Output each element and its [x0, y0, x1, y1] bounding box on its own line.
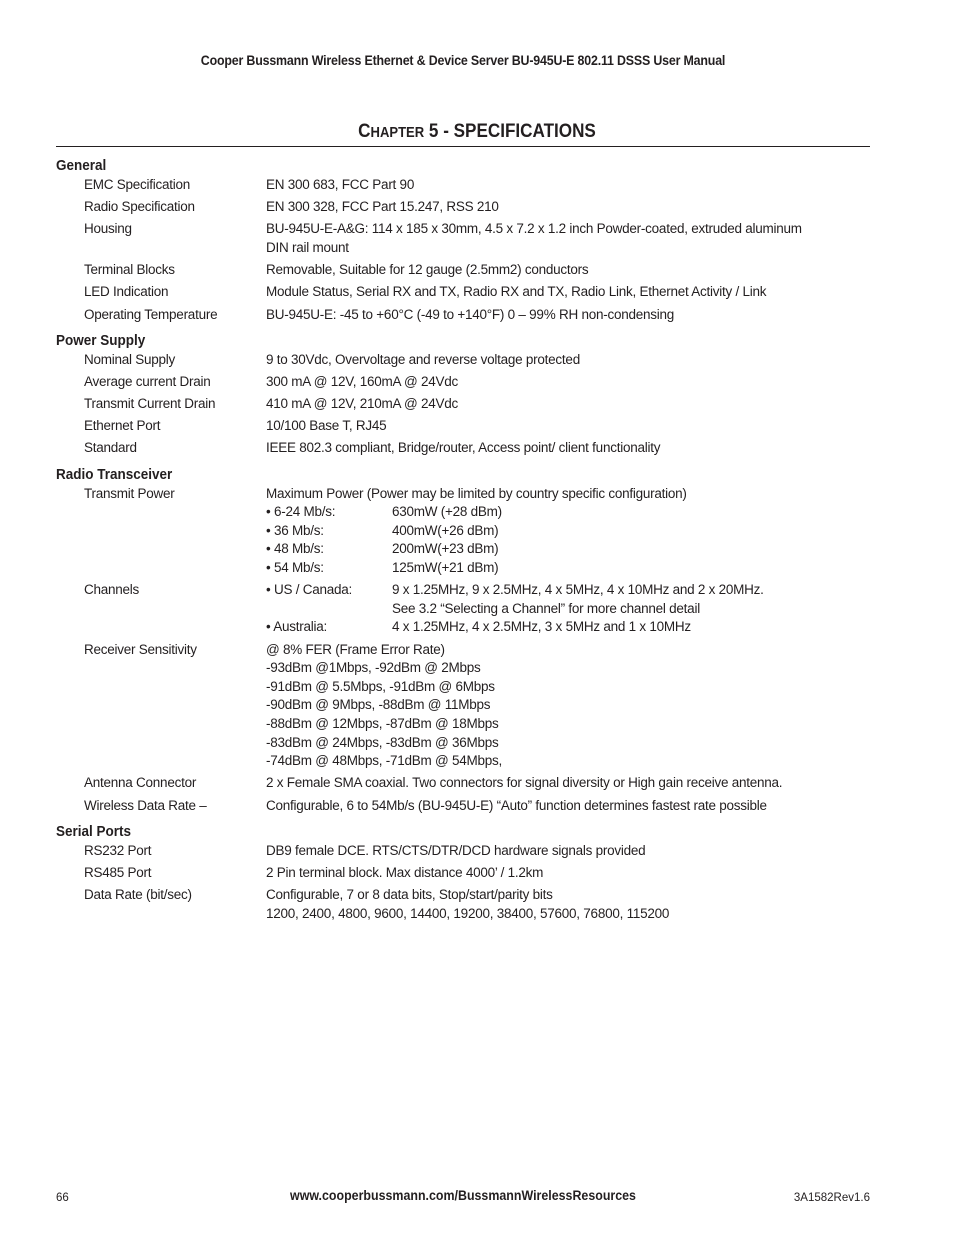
spec-label: Standard [84, 440, 137, 456]
spec-value-line: -90dBm @ 9Mbps, -88dBm @ 11Mbps [266, 697, 491, 713]
section-title: Radio Transceiver [56, 465, 173, 483]
spec-bullet [266, 559, 856, 578]
spec-value [266, 283, 856, 302]
spec-row [56, 886, 856, 927]
spec-bullet-value: 9 x 1.25MHz, 9 x 2.5MHz, 4 x 5MHz, 4 x 10MHz and 2 x 20MHz. [392, 582, 764, 598]
spec-label: Channels [84, 582, 140, 598]
spec-value [266, 351, 856, 370]
spec-bullet-value: 630mW (+28 dBm) [392, 504, 502, 520]
spec-row [56, 176, 856, 198]
spec-bullet-value: See 3.2 “Selecting a Channel” for more channel detail [392, 600, 700, 616]
spec-row [56, 220, 856, 261]
spec-label: Antenna Connector [84, 775, 197, 791]
spec-row [56, 774, 856, 796]
spec-value-line: Configurable, 6 to 54Mb/s (BU-945U-E) “Auto” function determines fastest rate possible [266, 797, 767, 813]
spec-row [56, 485, 856, 582]
spec-row [56, 198, 856, 220]
spec-value [266, 306, 856, 325]
spec-bullet-key: • US / Canada: [266, 582, 353, 598]
spec-value-line: 300 mA @ 12V, 160mA @ 24Vdc [266, 373, 459, 389]
spec-label: Operating Temperature [84, 306, 218, 322]
spec-bullet [266, 503, 856, 522]
spec-row [56, 373, 856, 395]
spec-label: Nominal Supply [84, 351, 176, 367]
spec-bullet [266, 581, 856, 600]
spec-value [266, 198, 856, 217]
spec-row [56, 261, 856, 283]
spec-label: EMC Specification [84, 177, 191, 192]
spec-value-line: Maximum Power (Power may be limited by country specific configuration) [266, 485, 687, 501]
spec-value-line: 10/100 Base T, RJ45 [266, 418, 387, 434]
spec-value [266, 373, 856, 392]
spec-value-line: Module Status, Serial RX and TX, Radio RX and TX, Radio Link, Ethernet Activity / Link [266, 284, 767, 300]
spec-row [56, 395, 856, 417]
spec-bullet-key: • 48 Mb/s: [266, 541, 324, 557]
spec-row [56, 581, 856, 640]
spec-value [266, 864, 856, 883]
spec-label: Transmit Current Drain [84, 396, 216, 412]
document-id: 3A1582Rev1.6 [793, 1192, 870, 1204]
spec-bullet-key [266, 600, 392, 619]
spec-value-line: Configurable, 7 or 8 data bits, Stop/start/parity bits [266, 887, 553, 903]
spec-row [56, 283, 856, 305]
spec-bullet-key: • 36 Mb/s: [266, 522, 324, 538]
spec-value-line: IEEE 802.3 compliant, Bridge/router, Access point/ client functionality [266, 440, 661, 456]
spec-value [266, 220, 856, 257]
spec-bullet-key: • 54 Mb/s: [266, 560, 324, 576]
spec-label: Transmit Power [84, 485, 175, 501]
page-header: Cooper Bussmann Wireless Ethernet & Device Server BU-945U-E 802.11 DSSS User Manual [200, 53, 726, 68]
spec-label: Data Rate (bit/sec) [84, 887, 192, 903]
spec-row [56, 417, 856, 439]
spec-label: RS485 Port [84, 864, 152, 880]
spec-row [56, 351, 856, 373]
spec-label: Terminal Blocks [84, 262, 175, 278]
spec-label: Ethernet Port [84, 418, 161, 434]
spec-label: RS232 Port [84, 842, 152, 858]
spec-value-line: 410 mA @ 12V, 210mA @ 24Vdc [266, 396, 459, 412]
spec-label: Wireless Data Rate – [84, 797, 207, 813]
spec-label: Radio Specification [84, 199, 195, 215]
spec-row [56, 439, 856, 461]
spec-value [266, 842, 856, 861]
spec-value [266, 176, 856, 195]
spec-value [266, 261, 856, 280]
spec-value-line: 1200, 2400, 4800, 9600, 14400, 19200, 38400, 57600, 76800, 115200 [266, 905, 670, 921]
chapter-word: HAPTER [370, 125, 425, 141]
spec-value [266, 774, 856, 793]
spec-bullet [266, 618, 856, 637]
spec-value-line: 9 to 30Vdc, Overvoltage and reverse voltage protected [266, 351, 580, 367]
spec-bullet [266, 600, 856, 619]
spec-row [56, 641, 856, 775]
section-title: General [56, 157, 107, 174]
spec-label: Average current Drain [84, 373, 211, 389]
spec-bullet-value: 125mW(+21 dBm) [392, 560, 499, 576]
spec-bullet-value: 4 x 1.25MHz, 4 x 2.5MHz, 3 x 5MHz and 1 x 10MHz [392, 619, 691, 635]
spec-value-line: BU-945U-E-A&G: 114 x 185 x 30mm, 4.5 x 7.2 x 1.2 inch Powder-coated, extruded aluminum [266, 221, 802, 237]
spec-label: Housing [84, 221, 132, 237]
spec-value-line: -91dBm @ 5.5Mbps, -91dBm @ 6Mbps [266, 678, 495, 694]
spec-value-line: -93dBm @1Mbps, -92dBm @ 2Mbps [266, 660, 481, 676]
spec-value [266, 886, 856, 923]
spec-value-line: DIN rail mount [266, 239, 349, 255]
spec-row [56, 864, 856, 886]
spec-value-line: EN 300 683, FCC Part 90 [266, 177, 415, 192]
spec-row [56, 306, 856, 328]
spec-value-line: -83dBm @ 24Mbps, -83dBm @ 36Mbps [266, 734, 499, 750]
spec-value [266, 641, 856, 771]
spec-bullet-value: 400mW(+26 dBm) [392, 522, 499, 538]
spec-row [56, 842, 856, 864]
footer-url: www.cooperbussmann.com/BussmannWirelessResources [290, 1188, 636, 1203]
spec-row [56, 797, 856, 819]
spec-bullet [266, 522, 856, 541]
spec-bullet-key: • 6-24 Mb/s: [266, 504, 336, 520]
spec-value-line: EN 300 328, FCC Part 15.247, RSS 210 [266, 199, 499, 215]
spec-value-line: -74dBm @ 48Mbps, -71dBm @ 54Mbps, [266, 753, 503, 769]
page-number: 66 [56, 1192, 69, 1204]
spec-value-line: BU-945U-E: -45 to +60°C (-49 to +140°F) 0 – 99% RH non-condensing [266, 306, 675, 322]
spec-bullet-key: • Australia: [266, 619, 328, 635]
spec-value [266, 439, 856, 458]
spec-value [266, 485, 856, 578]
spec-list [56, 155, 856, 927]
section-title: Power Supply [56, 331, 146, 349]
chapter-rule [56, 146, 870, 147]
spec-value-line: -88dBm @ 12Mbps, -87dBm @ 18Mbps [266, 715, 499, 731]
spec-value-line: 2 Pin terminal block. Max distance 4000’ / 1.2km [266, 864, 544, 880]
spec-label: Receiver Sensitivity [84, 641, 197, 657]
spec-bullet [266, 540, 856, 559]
spec-value [266, 395, 856, 414]
chapter-initial: C [358, 121, 371, 142]
spec-value [266, 797, 856, 816]
chapter-title [48, 121, 907, 143]
section-title: Serial Ports [56, 822, 132, 840]
spec-value-line: @ 8% FER (Frame Error Rate) [266, 641, 445, 657]
spec-value-line: DB9 female DCE. RTS/CTS/DTR/DCD hardware signals provided [266, 842, 646, 858]
spec-value [266, 581, 856, 637]
spec-bullet-value: 200mW(+23 dBm) [392, 541, 499, 557]
spec-label: LED Indication [84, 284, 169, 300]
spec-value-line: Removable, Suitable for 12 gauge (2.5mm2) conductors [266, 262, 589, 278]
spec-value-line: 2 x Female SMA coaxial. Two connectors for signal diversity or High gain receive antenna. [266, 775, 783, 791]
chapter-heading: 5 - SPECIFICATIONS [424, 121, 596, 142]
spec-value [266, 417, 856, 436]
